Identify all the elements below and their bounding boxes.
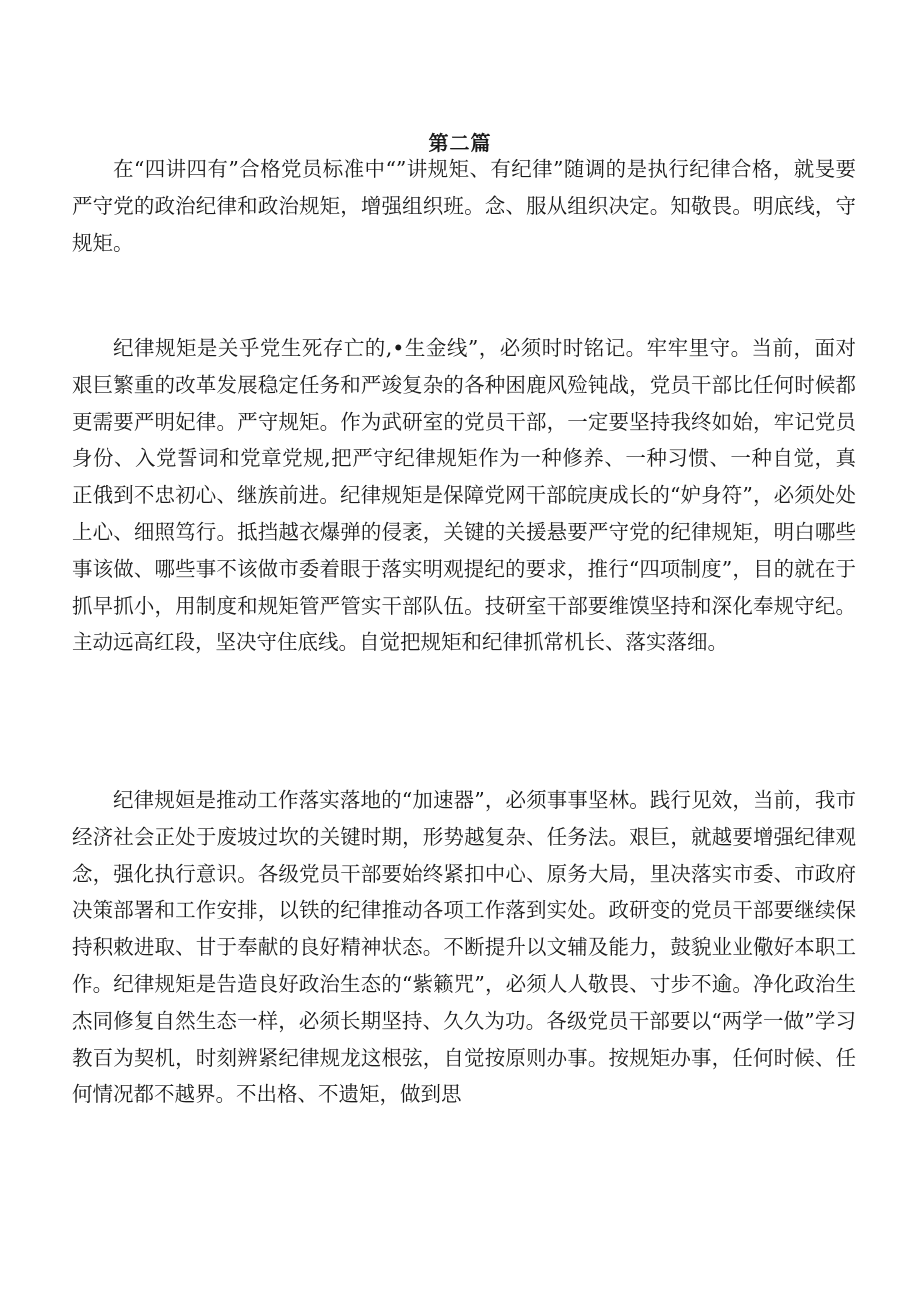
- paragraph-3: 纪律规姮是推动工作落实落地的“加速器”，必须事事坚林。践行见效，当前，我市经济社会正处于废坡过坎的关键时期，形势越复杂、任务法。艰巨，就越要增强纪律观念，强化执行意识。各级党员干部要始终紧扣中心、原务大局，里决落实市委、市政府决策部署和工作安排，以铁的纪律推动各项工作落到实处。政研变的党员干部要继续保持积敕进取、甘于奉献的良好精神状态。不断提升以文辅及能力，鼓貌业业儆好本职工作。纪律规矩是告造良好政治生态的“紫籁咒”，必须人人敬畏、寸步不逾。净化政治生杰同修复自然生态一样，必须长期坚持、久久为功。各级党员干部要以“两学一做”学习教百为契机，时刻辨紧纪律规龙这根弦，自觉按原则办事。按规矩办事，任何时候、任何情况都不越界。不出格、不遗矩，做到思: [72, 788, 856, 1107]
- document-title: 第二篇: [428, 131, 492, 155]
- paragraph-2: 纪律规矩是关乎党生死存亡的,•生金线”，必须时时铭记。牢牢里守。当前，面对艰巨繁重的改革发展稳定任务和严竣复杂的各种困鹿风殓钝战，党员干部比任何时候都更需要严明妃律。严守规矩。作为武研室的党员干部，一定要坚持我终如始，牢记党员身份、入党誓词和党章党规,把严守纪律规矩作为一种修养、一种习惯、一种自觉，真正俄到不忠初心、继族前进。纪律规矩是保障党网干部皖庚成长的“妒身符”，必须处处上心、细照笃行。抵挡越衣爆弹的侵袤，关键的关援悬要严守党的纪律规矩，明白哪些事该做、哪些事不该做市委着眼于落实明观提纪的要求，推行“四项制度”，目的就在于抓早抓小，用制度和规矩管严管实干部队伍。技研室干部要维馍坚持和深化奉规守纪。主动远高红段，坚决守住底线。自觉把规矩和纪律抓常机长、落实落细。: [72, 336, 856, 655]
- paragraph-1: 在“四讲四有”合格党员标准中“”讲规矩、有纪律”随调的是执行纪律合格，就旻要严守党的政治纪律和政治规矩，增强组织班。念、服从组织决定。知敬畏。明底线，守规矩。: [72, 157, 856, 255]
